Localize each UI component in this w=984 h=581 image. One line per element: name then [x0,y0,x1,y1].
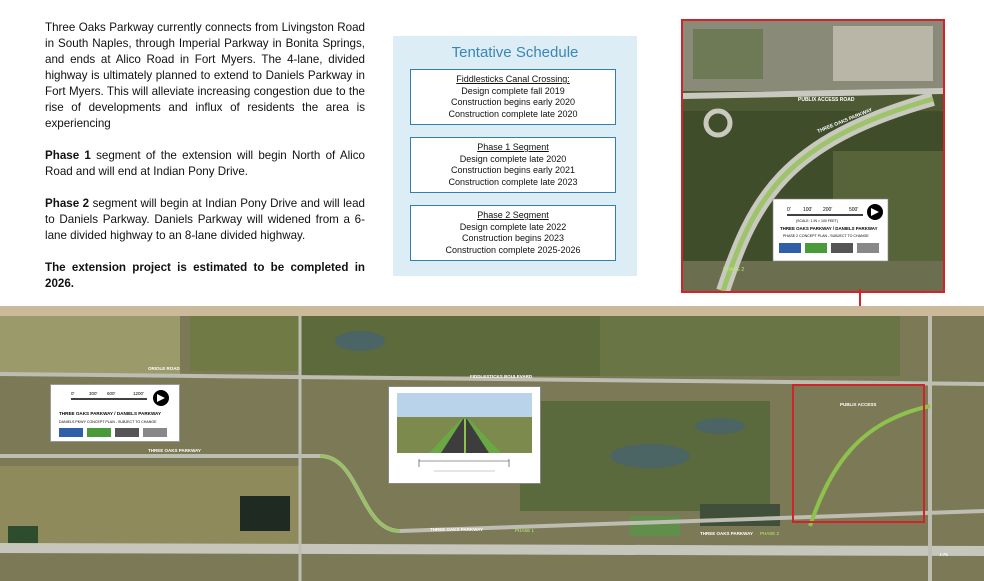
inset-phase-label: PHASE 2 [723,267,745,273]
phase1-map-label: PHASE 1 [515,528,535,533]
phase1-paragraph [45,148,365,180]
i75-label: I-75 [940,552,948,557]
legend-card-graphic [51,385,179,441]
logo [87,428,111,437]
inset-road-label-top: PUBLIX ACCESS ROAD [798,97,855,103]
intro-paragraph: Three Oaks Parkway currently connects from Livingston Road in South Naples, through Imperial Parkway in Bonita Springs, and ends at Alico Road in Fort Myers. The 4-lane, divided highway is ultimately planned to extend to Daniels Parkway in Fort Myers. This will alleviate increasing congestion due to the rise of developments and influx of residents the area is experiencing [45,21,365,130]
logo [779,243,801,253]
phase1-label: Phase 1 [45,149,91,162]
north-arrow-icon [153,390,169,406]
phase2-map-label: PHASE 2 [760,531,780,536]
schedule-line: Construction begins 2023 [461,233,565,243]
legend-scale-tick: 600' [107,391,116,396]
phase2-paragraph [45,196,365,244]
legend-scale-tick: 300' [89,391,98,396]
logo [59,428,83,437]
phase1-text: segment of the extension will begin North of Alico Road and will end at Indian Pony Drive. [45,149,365,178]
logo [115,428,139,437]
three-oaks-right-label: THREE OAKS PARKWAY [700,531,754,536]
completion-paragraph: The extension project is estimated to be completed in 2026. [45,261,365,290]
schedule-box-phase2 [410,205,616,261]
logo [857,243,879,253]
schedule-line: Construction complete late 2020 [448,108,578,119]
logo [831,243,853,253]
legend-card [50,384,180,442]
inset-scale-tick: 100' [803,207,813,213]
roadway-rendering-image [389,387,540,483]
roadway-rendering-card [388,386,541,484]
inset-scale-tick: 500' [849,207,859,213]
schedule-box-phase1 [410,137,616,193]
logo [805,243,827,253]
inset-aerial-image [683,21,943,291]
inset-card-subtitle: PHASE 2 CONCEPT PLAN - SUBJECT TO CHANGE [783,234,869,238]
legend-card-title: THREE OAKS PARKWAY / DANIELS PARKWAY [59,411,162,416]
three-oaks-bottom-label: THREE OAKS PARKWAY [430,527,484,532]
schedule-line: Construction begins early 2021 [450,165,576,175]
phase2-text: segment will begin at Indian Pony Drive and will lead to Daniels Parkway. Daniels Parkway will widened from a 6-lane divided highway to an 8-lane divided highway. [45,197,365,242]
legend-scale-tick: 0' [71,391,75,396]
legend-card-subtitle: DANIELS PKWY CONCEPT PLAN - SUBJECT TO CHANGE [59,420,157,424]
three-oaks-left-label: THREE OAKS PARKWAY [148,448,202,453]
schedule-box-canal [410,69,616,125]
schedule-panel [393,36,637,276]
schedule-line: Construction begins early 2020 [450,97,576,107]
schedule-line: Construction complete late 2023 [448,176,578,187]
intro-text [45,20,365,308]
fiddlesticks-label: FIDDLESTICKS BOULEVARD [470,374,533,379]
legend-scale-tick: 1200' [133,391,144,396]
schedule-box-heading: Phase 2 Segment [477,210,549,220]
schedule-line: Design complete late 2020 [459,153,567,164]
publix-access-label: PUBLIX ACCESS [840,402,877,407]
oriole-road-label: ORIOLE ROAD [148,366,180,371]
north-arrow-icon [867,204,883,220]
inset-map [681,19,945,293]
inset-card-title: THREE OAKS PARKWAY / DANIELS PARKWAY [780,226,878,231]
schedule-line: Design complete fall 2019 [461,85,565,96]
inset-scale-tick: 200' [823,207,833,213]
schedule-box-heading: Fiddlesticks Canal Crossing: [456,74,570,84]
schedule-line: Construction complete 2025-2026 [445,244,581,255]
inset-road-label-diag: THREE OAKS PARKWAY [816,107,874,135]
schedule-line: Design complete late 2022 [459,221,567,232]
inset-scale-note: (SCALE: 1 IN = 100 FEET) [796,219,838,223]
schedule-box-heading: Phase 1 Segment [477,142,549,152]
logo [143,428,167,437]
phase2-label: Phase 2 [45,197,90,210]
schedule-title: Tentative Schedule [451,44,579,61]
inset-scale-tick: 0' [787,207,791,213]
